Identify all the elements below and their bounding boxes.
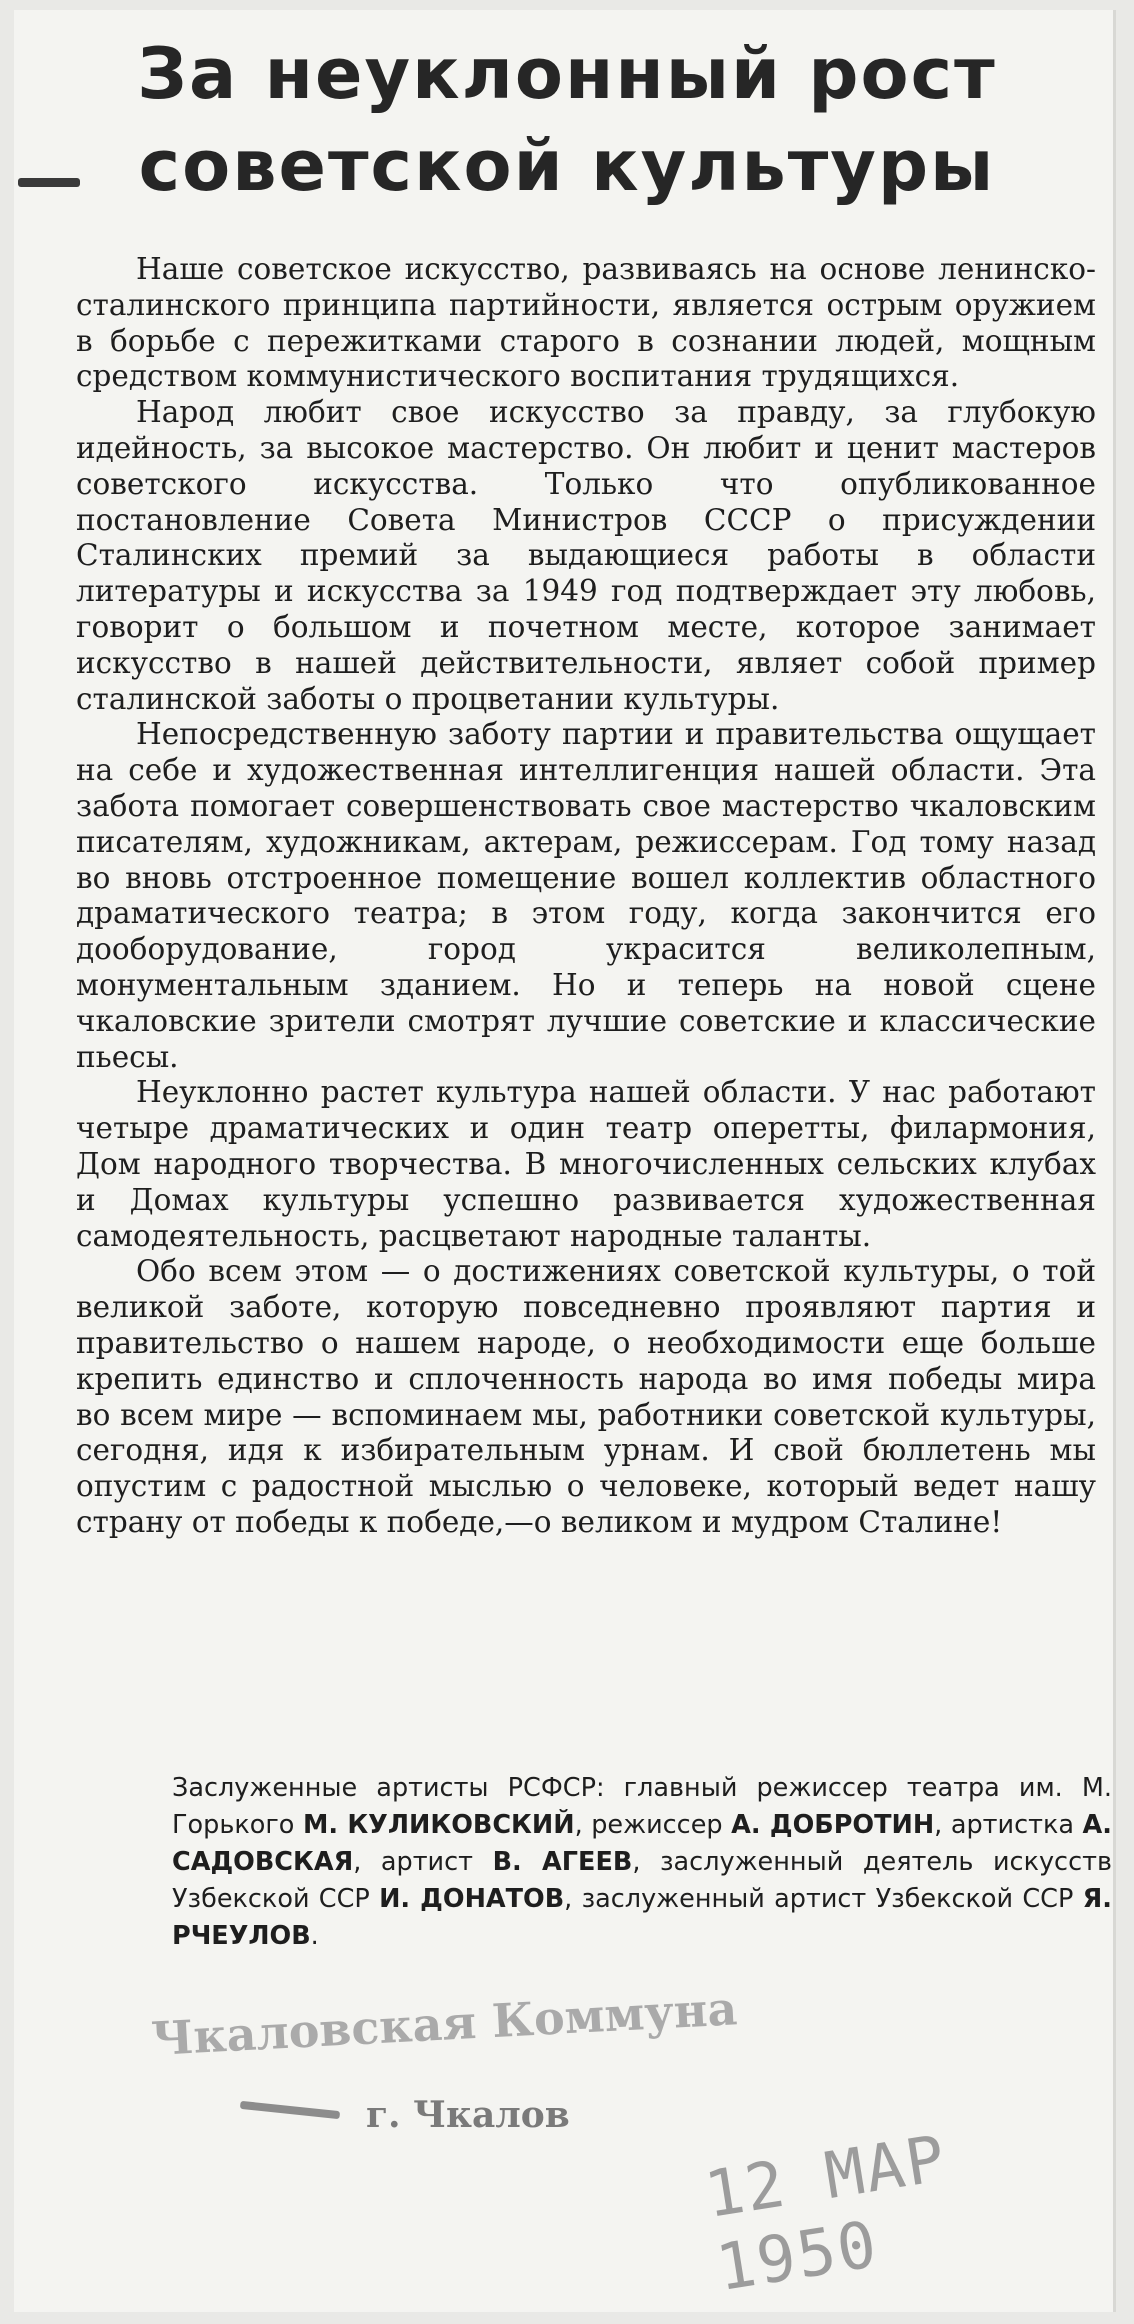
- signature-text: Заслуженные артисты РСФСР: главный режиссер театра им. М. Горького: [172, 1773, 1112, 1840]
- article-body: [76, 252, 1096, 1541]
- signatory-name: М. КУЛИКОВСКИЙ: [302, 1810, 575, 1840]
- paragraph-1: Наше советское искусство, развиваясь на основе ленинско-сталинского принципа партийности, является острым оружием в борьбе с пережитками старого в сознании людей, мощным средством коммунистического воспитания трудящихся.: [76, 252, 1096, 394]
- paragraph-5: Обо всем этом — о достижениях советской культуры, о той великой заботе, которую повседневно проявляют партия и правительство о нашем народе, о необходимости еще больше крепить единство и сплоченность народа во имя победы мира во всем мире — вспоминаем мы, работники советской культуры, сегодня, идя к избирательным урнам. И свой бюллетень мы опустим с радостной мыслью о человеке, который ведет нашу страну от победы к победе,—о великом и мудром Сталине!: [76, 1254, 1096, 1539]
- signatory-name: В. АГЕЕВ: [492, 1847, 633, 1877]
- signature-text: , заслуженный деятель искусств Узбекской ССР: [172, 1847, 1112, 1914]
- signature-text: .: [310, 1921, 319, 1951]
- article-headline: [0, 28, 1134, 212]
- signatory-name: А. ДОБРОТИН: [731, 1810, 935, 1840]
- signature-text: , режиссер: [574, 1810, 732, 1840]
- headline-line-2: советской культуры: [138, 125, 996, 207]
- paragraph-2: Народ любит свое искусство за правду, за глубокую идейность, за высокое мастерство. Он любит и ценит мастеров советского искусства. Только что опубликованное постановление Совета Министров СССР о присуждении Сталинских премий за выдающиеся работы в области литературы и искусства за 1949 год подтверждает эту любовь, говорит о большом и почетном месте, которое занимает искусство в нашей действительности, являет собой пример сталинской заботы о процветании культуры.: [76, 395, 1096, 716]
- signature-text: , заслуженный артист Узбекской ССР: [564, 1884, 1083, 1914]
- city-stamp: г. Чкалов: [366, 2094, 570, 2136]
- date-stamp: 12 МАР 1950: [700, 2121, 952, 2307]
- signatory-name: И. ДОНАТОВ: [379, 1884, 565, 1914]
- signatory-name: Я. РЧЕУЛОВ: [172, 1884, 1112, 1951]
- article-signature: [172, 1770, 1112, 1955]
- headline-line-1: За неуклонный рост: [137, 33, 997, 115]
- newspaper-name-stamp: Чкаловская Коммуна: [150, 1981, 739, 2066]
- paragraph-3: Непосредственную заботу партии и правительства ощущает на себе и художественная интеллигенция нашей области. Эта забота помогает совершенствовать свое мастерство чкаловским писателям, художникам, актерам, режиссерам. Год тому назад во вновь отстроенное помещение вошел коллектив областного драматического театра; в этом году, когда закончится его дооборудование, город украсится великолепным, монументальным зданием. Но и теперь на новой сцене чкаловские зрители смотрят лучшие советские и классические пьесы.: [76, 717, 1096, 1074]
- signature-text: , артистка: [934, 1810, 1083, 1840]
- signature-text: , артист: [353, 1847, 493, 1877]
- paragraph-4: Неуклонно растет культура нашей области. У нас работают четыре драматических и один театр оперетты, филармония, Дом народного творчества. В многочисленных сельских клубах и Домах культуры успешно развивается художественная самодеятельность, расцветают народные таланты.: [76, 1075, 1096, 1253]
- margin-dash-mark: [18, 178, 80, 187]
- signatory-name: А. САДОВСКАЯ: [172, 1810, 1112, 1877]
